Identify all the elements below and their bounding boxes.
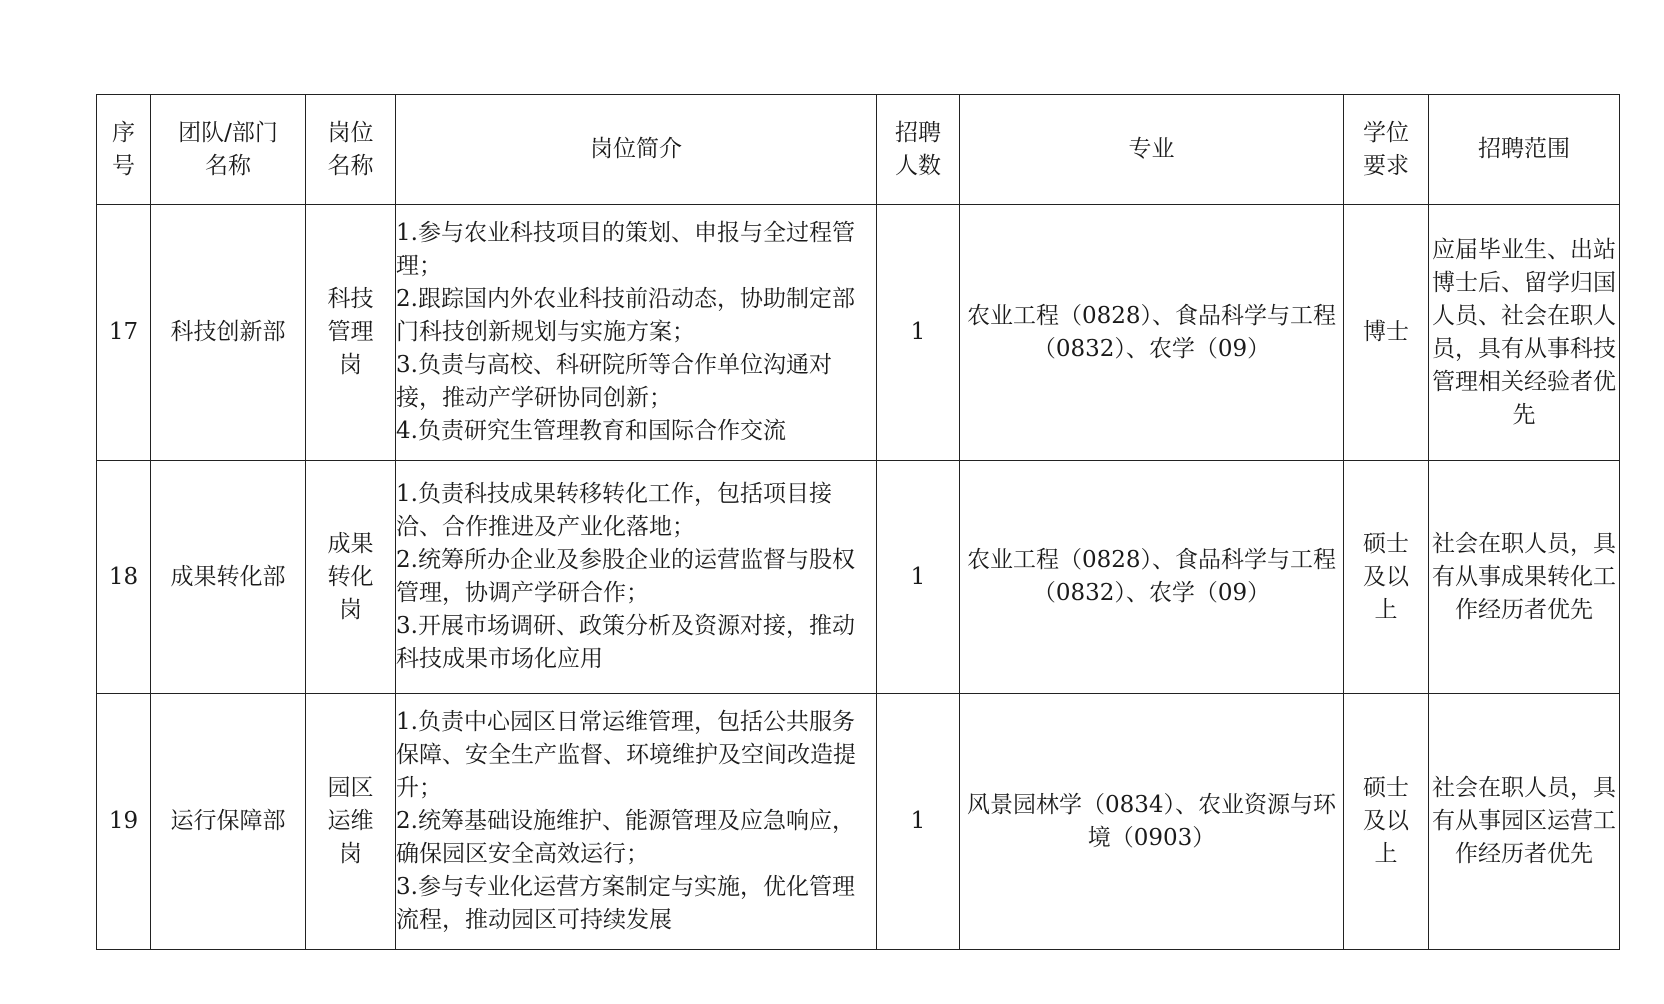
cell-duties bbox=[396, 205, 877, 461]
header-major: 专业 bbox=[960, 95, 1344, 205]
cell-degree: 博士 bbox=[1344, 205, 1429, 461]
cell-duties bbox=[396, 461, 877, 694]
duty-line: 1.参与农业科技项目的策划、申报与全过程管理； bbox=[396, 220, 855, 279]
cell-duties bbox=[396, 694, 877, 950]
duty-line: 3.开展市场调研、政策分析及资源对接，推动科技成果市场化应用 bbox=[396, 613, 855, 672]
cell-position: 科技管理岗 bbox=[306, 205, 396, 461]
cell-major: 农业工程（0828）、食品科学与工程（0832）、农学（09） bbox=[960, 461, 1344, 694]
table-row bbox=[97, 461, 1620, 694]
cell-degree: 硕士及以上 bbox=[1344, 461, 1429, 694]
cell-count: 1 bbox=[877, 461, 960, 694]
duty-line: 3.负责与高校、科研院所等合作单位沟通对接，推动产学研协同创新； bbox=[396, 352, 832, 411]
duty-line: 2.统筹所办企业及参股企业的运营监督与股权管理，协调产学研合作； bbox=[396, 547, 855, 606]
cell-scope: 社会在职人员，具有从事成果转化工作经历者优先 bbox=[1429, 461, 1620, 694]
cell-dept: 成果转化部 bbox=[151, 461, 306, 694]
table-body bbox=[97, 205, 1620, 950]
cell-degree: 硕士及以上 bbox=[1344, 694, 1429, 950]
table-row bbox=[97, 694, 1620, 950]
cell-seq: 17 bbox=[97, 205, 151, 461]
duty-line: 1.负责中心园区日常运维管理，包括公共服务保障、安全生产监督、环境维护及空间改造提升； bbox=[396, 709, 856, 801]
duty-line: 1.负责科技成果转移转化工作，包括项目接洽、合作推进及产业化落地； bbox=[396, 481, 832, 540]
duty-line: 4.负责研究生管理教育和国际合作交流 bbox=[396, 418, 786, 444]
cell-major: 风景园林学（0834）、农业资源与环境（0903） bbox=[960, 694, 1344, 950]
cell-scope: 社会在职人员，具有从事园区运营工作经历者优先 bbox=[1429, 694, 1620, 950]
header-seq: 序号 bbox=[97, 95, 151, 205]
header-scope: 招聘范围 bbox=[1429, 95, 1620, 205]
header-position: 岗位名称 bbox=[306, 95, 396, 205]
cell-position: 园区运维岗 bbox=[306, 694, 396, 950]
duty-line: 2.跟踪国内外农业科技前沿动态，协助制定部门科技创新规划与实施方案； bbox=[396, 286, 855, 345]
header-intro: 岗位简介 bbox=[396, 95, 877, 205]
table-header bbox=[97, 95, 1620, 205]
table-row bbox=[97, 205, 1620, 461]
header-row bbox=[97, 95, 1620, 205]
cell-major: 农业工程（0828）、食品科学与工程（0832）、农学（09） bbox=[960, 205, 1344, 461]
cell-dept: 运行保障部 bbox=[151, 694, 306, 950]
duty-line: 3.参与专业化运营方案制定与实施，优化管理流程，推动园区可持续发展 bbox=[396, 874, 855, 933]
recruitment-table bbox=[96, 94, 1620, 950]
cell-count: 1 bbox=[877, 694, 960, 950]
cell-seq: 18 bbox=[97, 461, 151, 694]
header-count: 招聘人数 bbox=[877, 95, 960, 205]
duty-line: 2.统筹基础设施维护、能源管理及应急响应，确保园区安全高效运行； bbox=[396, 808, 855, 867]
header-dept: 团队/部门名称 bbox=[151, 95, 306, 205]
cell-position: 成果转化岗 bbox=[306, 461, 396, 694]
cell-count: 1 bbox=[877, 205, 960, 461]
header-degree: 学位要求 bbox=[1344, 95, 1429, 205]
cell-seq: 19 bbox=[97, 694, 151, 950]
cell-scope: 应届毕业生、出站博士后、留学归国人员、社会在职人员，具有从事科技管理相关经验者优先 bbox=[1429, 205, 1620, 461]
cell-dept: 科技创新部 bbox=[151, 205, 306, 461]
